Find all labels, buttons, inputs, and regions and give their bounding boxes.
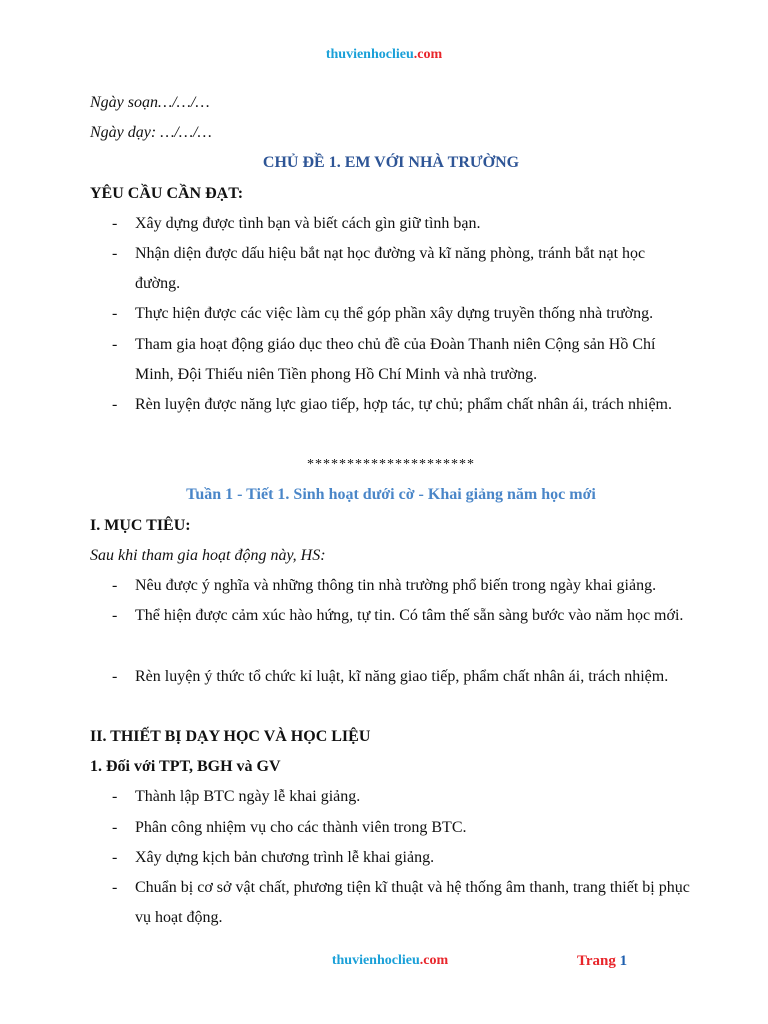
bullet-dash: -: [112, 305, 118, 323]
list-item-text: Thành lập BTC ngày lễ khai giảng.: [135, 788, 361, 806]
footer-brand[interactable]: [0, 953, 768, 969]
brand-name: thuvienhoclieu: [325, 47, 414, 62]
list-item-text: Rèn luyện được năng lực giao tiếp, hợp tác, tự chủ; phẩm chất nhân ái, trách nhiệm.: [135, 395, 672, 413]
list-item-text: Chuẩn bị cơ sở vật chất, phương tiện kĩ thuật và hệ thống âm thanh, trang thiết bị phục vụ hoạt động.: [135, 878, 690, 927]
bullet-dash: -: [112, 878, 118, 896]
teach-date: Ngày dạy: …/…/…: [90, 124, 212, 142]
list-item: [90, 330, 692, 390]
list-item-text: Xây dựng được tình bạn và biết cách gìn giữ tình bạn.: [135, 214, 481, 232]
list-item-text: Tham gia hoạt động giáo dục theo chủ đề của Đoàn Thanh niên Cộng sản Hồ Chí Minh, Đội Thiếu niên Tiền phong Hồ Chí Minh và nhà trường.: [135, 335, 656, 383]
list-item: [90, 843, 692, 873]
list-item: [90, 390, 692, 450]
list-item: [90, 571, 692, 601]
list-item-text: Thể hiện được cảm xúc hào hứng, tự tin. Có tâm thế sẵn sàng bước vào năm học mới.: [135, 607, 684, 625]
brand-domain: .com: [419, 953, 449, 968]
bullet-dash: -: [112, 214, 118, 232]
list-item: [90, 782, 692, 812]
bullet-dash: -: [112, 395, 118, 413]
separator: *********************: [307, 457, 475, 473]
list-item-text: Nhận diện được dấu hiệu bắt nạt học đường và kĩ năng phòng, tránh bắt nạt học đường.: [135, 244, 646, 293]
brand-name: thuvienhoclieu: [331, 953, 420, 968]
objectives-intro: Sau khi tham gia hoạt động này, HS:: [90, 546, 326, 564]
requirements-heading: YÊU CẦU CẦN ĐẠT:: [90, 184, 244, 202]
document-body: [90, 88, 692, 933]
list-item: [90, 299, 692, 329]
bullet-dash: -: [112, 577, 118, 595]
list-item: [90, 601, 692, 661]
list-item-text: Thực hiện được các việc làm cụ thể góp phần xây dựng truyền thống nhà trường.: [135, 305, 654, 323]
lesson-title: Tuần 1 - Tiết 1. Sinh hoạt dưới cờ - Khai giảng năm học mới: [186, 486, 596, 504]
bullet-dash: -: [112, 818, 118, 836]
header-brand[interactable]: [0, 47, 768, 63]
bullet-dash: -: [112, 848, 118, 866]
page-number: [577, 953, 627, 970]
bullet-dash: -: [112, 244, 118, 262]
list-item: [90, 873, 692, 933]
list-item-text: Phân công nhiệm vụ cho các thành viên trong BTC.: [135, 818, 467, 836]
brand-domain: .com: [413, 47, 443, 62]
list-item-text: Xây dựng kịch bản chương trình lễ khai giảng.: [135, 848, 435, 866]
list-item: [90, 813, 692, 843]
objectives-heading: I. MỤC TIÊU:: [90, 516, 191, 534]
bullet-dash: -: [112, 788, 118, 806]
list-item: [90, 662, 692, 722]
bullet-dash: -: [112, 607, 118, 625]
page-label: Trang: [577, 953, 616, 969]
list-item: [90, 239, 692, 299]
prep-date: Ngày soạn…/…/…: [90, 94, 210, 111]
list-item: [90, 209, 692, 239]
equipment-subheading: 1. Đối với TPT, BGH và GV: [90, 758, 281, 776]
page-number-value: 1: [619, 953, 628, 969]
bullet-dash: -: [112, 667, 118, 685]
topic-title: CHỦ ĐỀ 1. EM VỚI NHÀ TRƯỜNG: [262, 154, 520, 172]
list-item-text: Rèn luyện ý thức tổ chức kỉ luật, kĩ năng giao tiếp, phẩm chất nhân ái, trách nhiệm.: [135, 667, 669, 685]
bullet-dash: -: [112, 335, 118, 353]
list-item-text: Nêu được ý nghĩa và những thông tin nhà trường phổ biến trong ngày khai giảng.: [135, 577, 657, 595]
equipment-heading: II. THIẾT BỊ DẠY HỌC VÀ HỌC LIỆU: [90, 728, 371, 746]
